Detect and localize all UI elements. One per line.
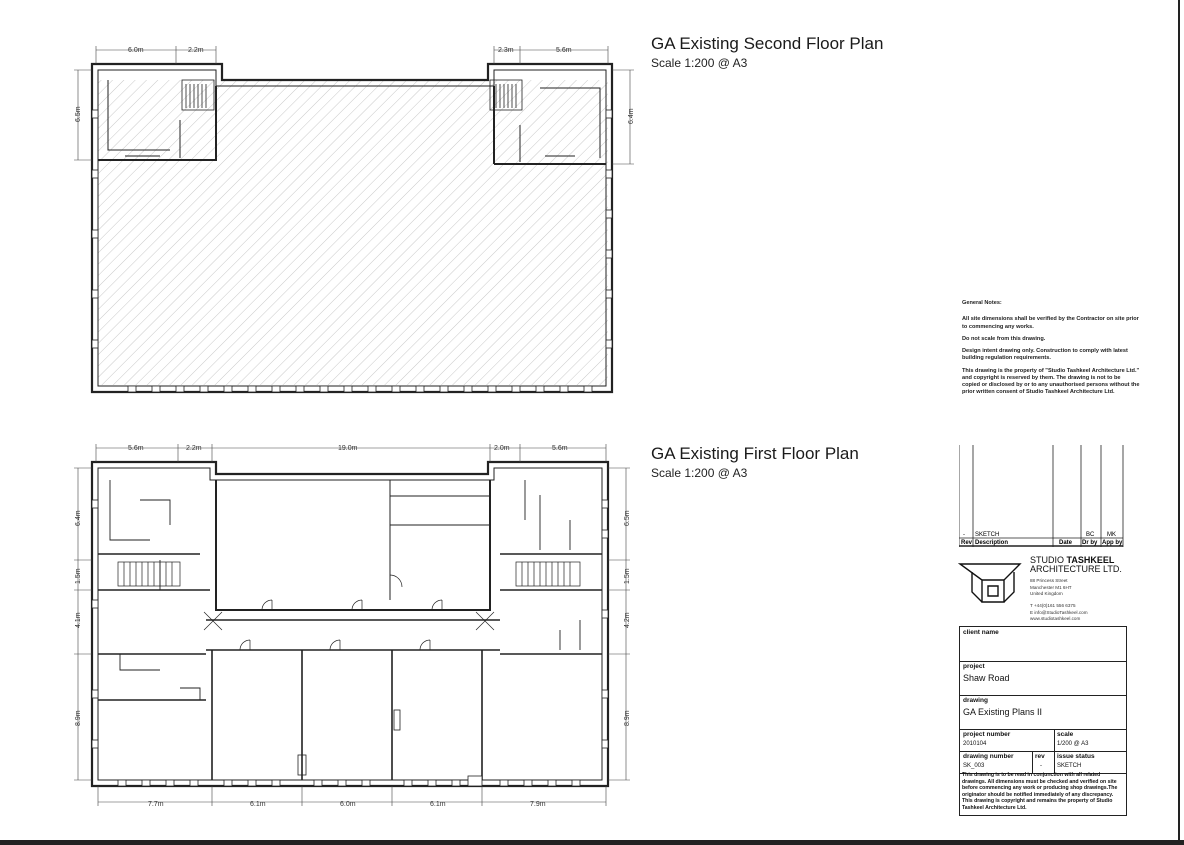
second-floor-plan-scale: Scale 1:200 @ A3 [651, 56, 748, 70]
hatched-void-area [98, 80, 608, 385]
project-value: Shaw Road [963, 673, 1010, 683]
client-label: client name [963, 629, 999, 636]
firm-web: www.studiotashkeel.com [1030, 616, 1081, 622]
sheet-border-right [1178, 0, 1180, 840]
first-outer-wall [92, 462, 608, 786]
studio-logo-icon [958, 560, 1022, 606]
notes-heading: General Notes: [962, 300, 1002, 306]
dim-label: 2.0m [494, 445, 510, 452]
first-floor-plan [74, 444, 630, 806]
sheet-border-bottom [0, 840, 1184, 845]
dim-label: 6.5m [75, 106, 82, 122]
app-by-value: MK [1107, 532, 1116, 538]
firm-phone: T +44(0)161 556 6375 [1030, 602, 1076, 608]
drawing-value: GA Existing Plans II [963, 707, 1043, 717]
dim-label: 6.0m [340, 801, 356, 808]
drawing-number-value: SK_003 [963, 763, 985, 769]
first-floor-plan-title: GA Existing First Floor Plan [651, 444, 859, 463]
dim-label: 6.4m [628, 108, 635, 124]
scale-label: scale [1057, 731, 1074, 738]
dr-by-header: Dr by [1082, 540, 1098, 546]
first-left-stair [118, 562, 180, 586]
drawing-number-label: drawing number [963, 753, 1014, 760]
rev-value: - [1040, 763, 1042, 769]
project-number-value: 2010104 [963, 741, 987, 747]
note-item: This drawing is the property of "Studio Tashkeel Architecture Ltd." and copyright is reserved by them. The drawing is not to be copied or disclosed by or to any unauthorised persons without the prior written consent of Studio Tashkeel Architecture Ltd. [962, 367, 1140, 396]
second-floor-plan [74, 46, 634, 392]
first-pilasters [92, 500, 608, 786]
firm-name-bold: TASHKEEL [1066, 555, 1115, 565]
dim-label: 7.9m [530, 801, 546, 808]
project-number-label: project number [963, 731, 1011, 738]
note-item: Do not scale from this drawing. [962, 335, 1046, 342]
second-floor-plan-title: GA Existing Second Floor Plan [651, 34, 884, 53]
dim-label: 6.4m [75, 510, 82, 526]
firm-name-light: STUDIO [1030, 555, 1065, 565]
first-central-hall [216, 480, 490, 610]
dim-label: 1.5m [75, 568, 82, 584]
revision-table [959, 445, 1125, 547]
dim-label: 2.2m [188, 47, 204, 54]
rev-header: Rev [961, 540, 973, 546]
firm-details [1030, 556, 1122, 623]
copyright-fineprint: This drawing is to be read in conjunction with all related drawings. All dimensions must be checked and verified on site before commencing any work or producing shop drawings.The originator should be notified immediately of any discrepancy. This drawing is copyright and remains the property of Studio Tashkeel Architecture Ltd. [962, 772, 1118, 811]
dim-label: 2.3m [498, 47, 514, 54]
issue-status-value: SKETCH [1057, 763, 1082, 769]
project-label: project [963, 663, 985, 670]
drawing-label: drawing [963, 697, 988, 704]
dim-label: 19.0m [338, 445, 358, 452]
dim-label: 5.6m [552, 445, 568, 452]
dim-label: 7.7m [148, 801, 164, 808]
first-lower-rooms [212, 650, 482, 780]
scale-value: 1/200 @ A3 [1057, 741, 1089, 747]
firm-name-line2: ARCHITECTURE LTD. [1030, 564, 1122, 575]
note-item: All site dimensions shall be verified by the Contractor on site prior to commencing any works. [962, 316, 1139, 330]
dim-label: 6.1m [430, 801, 446, 808]
note-item: Design intent drawing only. Construction to comply with latest building regulation requirements. [962, 348, 1128, 362]
dim-label: 5.6m [556, 47, 572, 54]
firm-address-line: Manchester M1 6HT [1030, 584, 1072, 590]
first-right-wing [500, 554, 602, 654]
description-value: SKETCH [975, 532, 1000, 538]
issue-status-label: issue status [1057, 753, 1095, 760]
dim-label: 6.5m [624, 510, 631, 526]
rev-value: - [963, 532, 965, 538]
first-dimension-labels [75, 445, 631, 808]
rev-label: rev [1035, 753, 1045, 760]
first-door-swings [204, 575, 494, 650]
first-floor-plan-scale: Scale 1:200 @ A3 [651, 466, 748, 480]
dim-label: 4.2m [624, 612, 631, 628]
dim-label: 8.9m [75, 710, 82, 726]
date-header: Date [1059, 540, 1073, 546]
first-right-stair [516, 562, 580, 586]
dr-by-value: BC [1086, 532, 1095, 538]
description-header: Description [975, 540, 1009, 546]
firm-address-line: 88 Princess Street [1030, 577, 1068, 583]
firm-address-line: United Kingdom [1030, 591, 1063, 597]
dim-label: 5.6m [128, 445, 144, 452]
dim-label: 1.5m [624, 568, 631, 584]
dim-label: 2.2m [186, 445, 202, 452]
dim-label: 6.1m [250, 801, 266, 808]
dim-label: 8.9m [624, 710, 631, 726]
dim-label: 4.1m [75, 612, 82, 628]
dim-label: 6.0m [128, 47, 144, 54]
app-by-header: App by [1102, 540, 1123, 546]
firm-email: E info@StudioTashkeel.com [1030, 609, 1088, 615]
general-notes [962, 300, 1140, 402]
first-dimension-lines [74, 444, 630, 806]
